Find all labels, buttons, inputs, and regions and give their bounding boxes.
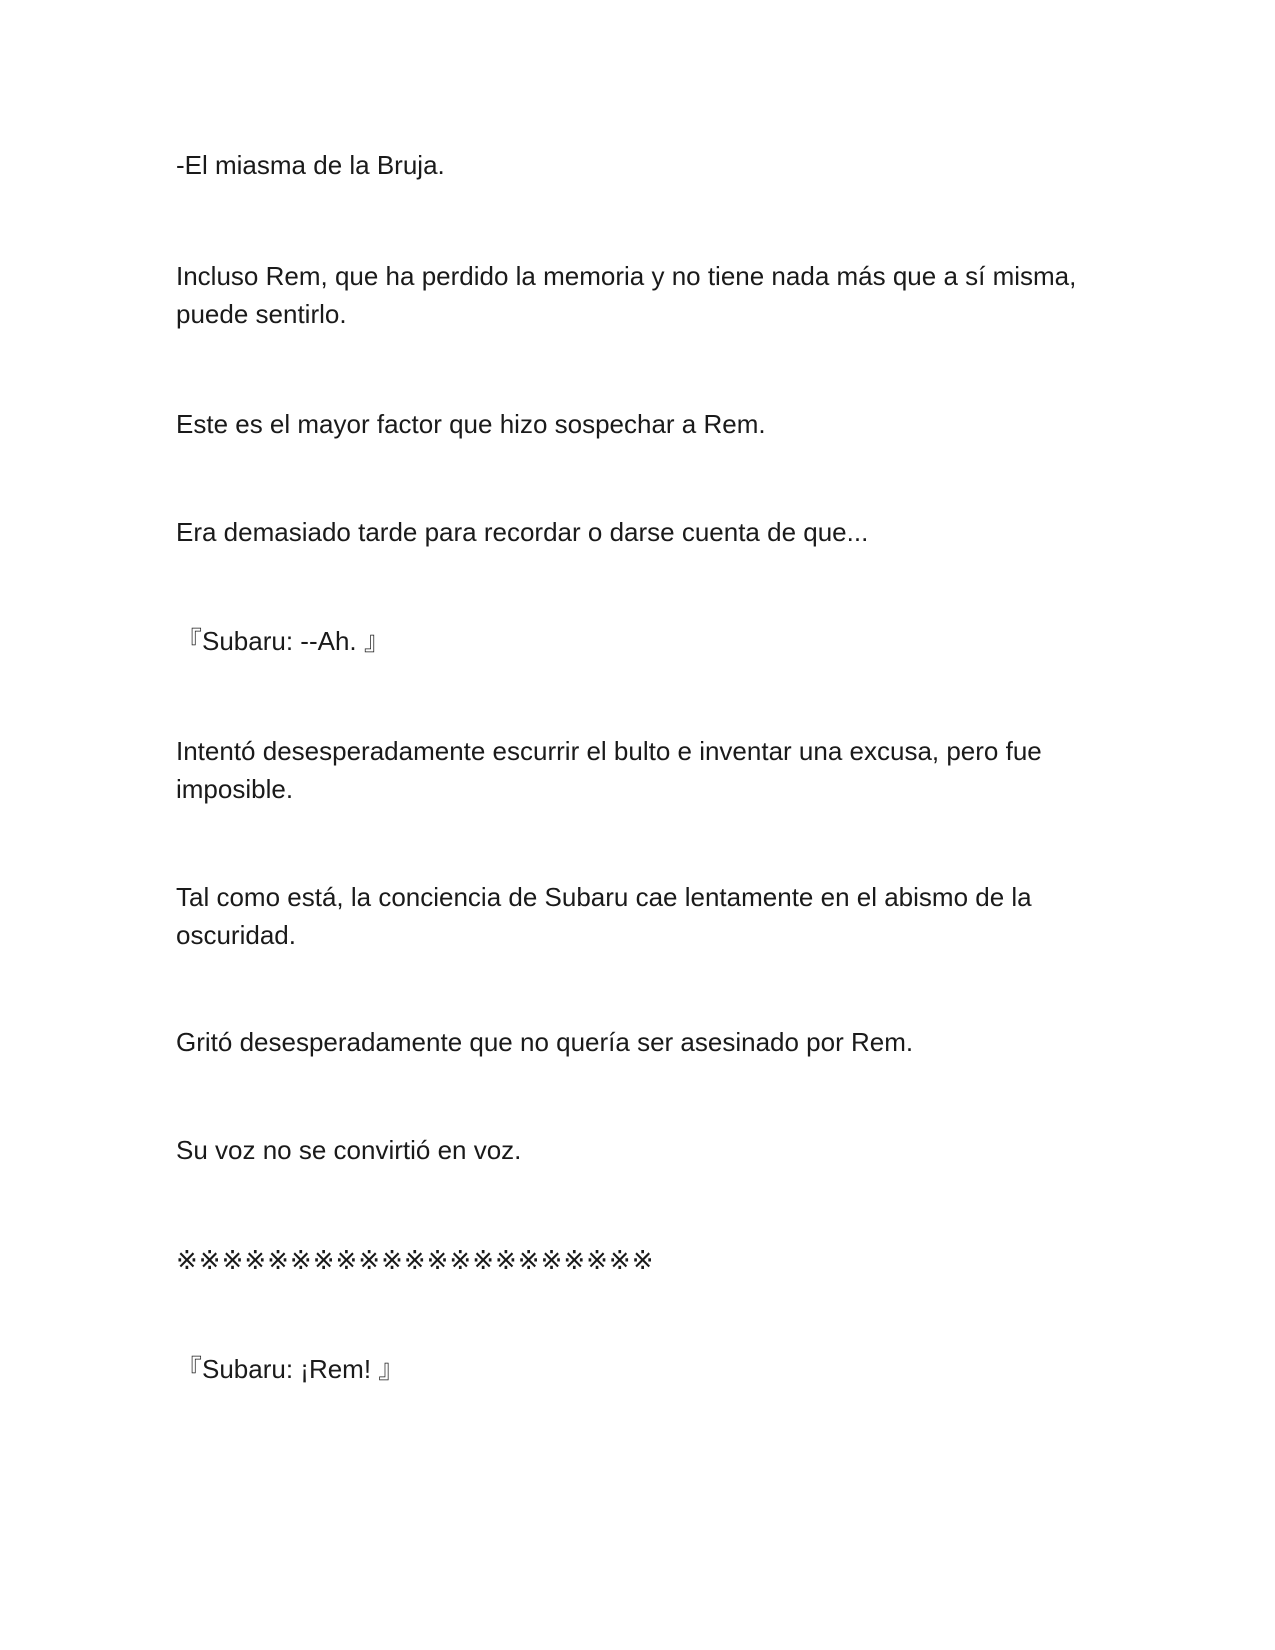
- paragraph-voice: Su voz no se convirtió en voz.: [176, 1135, 522, 1165]
- section-separator: ※※※※※※※※※※※※※※※※※※※※※: [176, 1245, 655, 1275]
- paragraph-suspicion-factor: Este es el mayor factor que hizo sospechar a Rem.: [176, 409, 766, 439]
- dialogue-subaru-rem: 『Subaru: ¡Rem! 』: [176, 1354, 405, 1384]
- paragraph-too-late: Era demasiado tarde para recordar o darse cuenta de que...: [176, 517, 869, 547]
- paragraph-excuse: Intentó desesperadamente escurrir el bulto e inventar una excusa, pero fue imposible.: [176, 736, 1049, 804]
- dialogue-subaru-ah: 『Subaru: --Ah. 』: [176, 626, 390, 656]
- paragraph-rem-senses: Incluso Rem, que ha perdido la memoria y no tiene nada más que a sí misma, puede sentirlo.: [176, 261, 1084, 329]
- paragraph-consciousness: Tal como está, la conciencia de Subaru cae lentamente en el abismo de la oscuridad.: [176, 882, 1039, 950]
- paragraph-screamed: Gritó desesperadamente que no quería ser asesinado por Rem.: [176, 1027, 914, 1057]
- paragraph-witch-miasma: -El miasma de la Bruja.: [176, 150, 445, 180]
